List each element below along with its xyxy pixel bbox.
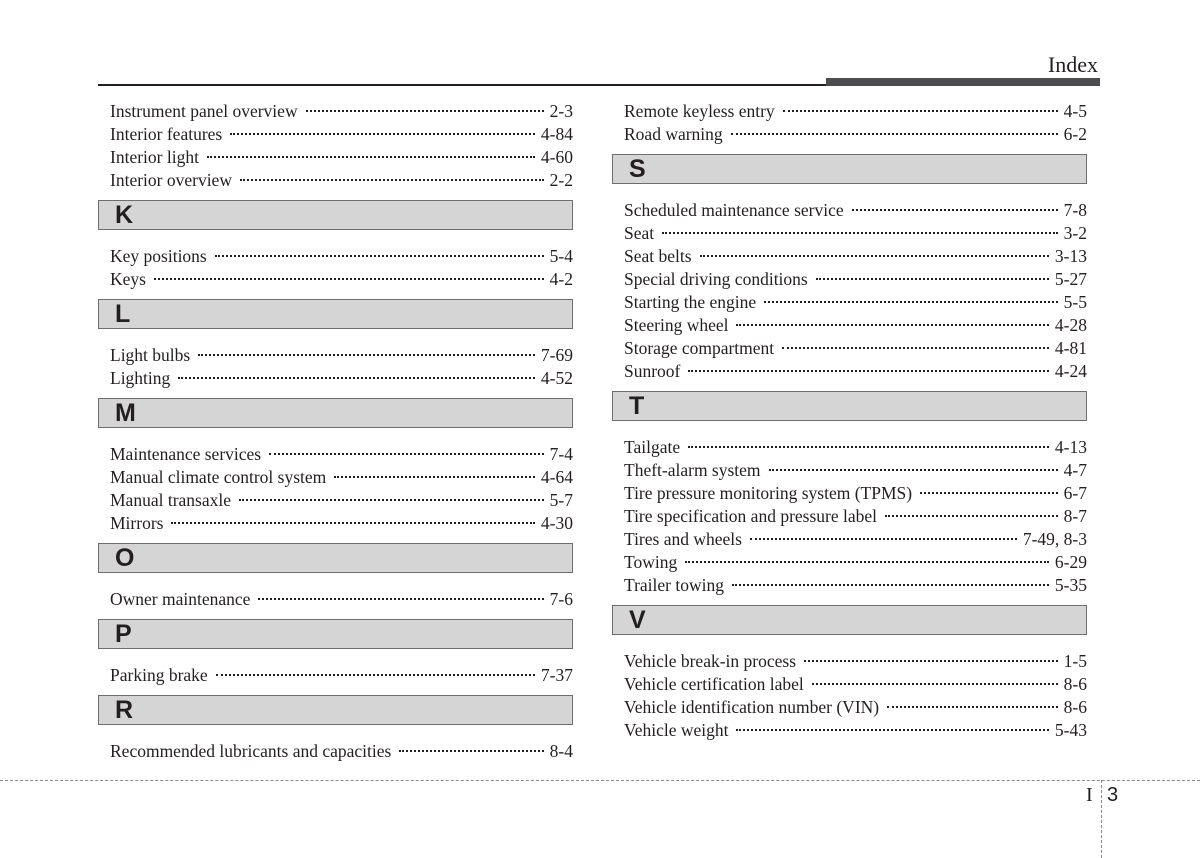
index-entry-page: 3-2 (1063, 223, 1087, 243)
index-entry-page: 4-81 (1054, 338, 1087, 358)
dot-leader (736, 729, 1048, 731)
index-letter: L (115, 300, 131, 328)
index-entry (98, 100, 573, 123)
index-entry (98, 169, 573, 192)
index-letter-header (98, 543, 573, 573)
dot-leader (804, 660, 1058, 662)
dot-leader (769, 469, 1058, 471)
index-entry (612, 268, 1087, 291)
index-letter: M (115, 399, 136, 427)
index-entry-page: 8-6 (1063, 697, 1087, 717)
dot-leader (750, 538, 1017, 540)
index-entry (612, 505, 1087, 528)
dot-leader (920, 492, 1058, 494)
index-entry-term: Key positions (110, 246, 207, 266)
index-entry-term: Towing (624, 552, 678, 572)
index-entry-term: Tire pressure monitoring system (TPMS) (624, 483, 913, 503)
index-entry-page: 5-43 (1054, 720, 1087, 740)
dot-leader (887, 706, 1058, 708)
index-letter-header (98, 619, 573, 649)
index-entry (98, 443, 573, 466)
index-entry-term: Sunroof (624, 361, 681, 381)
index-letter-header (98, 695, 573, 725)
index-letter: S (629, 155, 646, 183)
index-entry-page: 4-28 (1054, 315, 1087, 335)
index-entry (612, 100, 1087, 123)
index-letter: V (629, 606, 646, 634)
index-entry (98, 268, 573, 291)
index-entry-term: Seat belts (624, 246, 692, 266)
index-entry-page: 7-6 (549, 589, 573, 609)
index-letter-header (98, 200, 573, 230)
dot-leader (258, 598, 543, 600)
index-entry-term: Vehicle identification number (VIN) (624, 697, 880, 717)
index-letter-header (612, 154, 1087, 184)
index-entry (612, 314, 1087, 337)
index-entry-page: 5-35 (1054, 575, 1087, 595)
index-entry (612, 528, 1087, 551)
dot-leader (230, 133, 535, 135)
index-entry-page: 3-13 (1054, 246, 1087, 266)
index-entry-page: 4-13 (1054, 437, 1087, 457)
index-entry-term: Keys (110, 269, 146, 289)
index-entry (612, 650, 1087, 673)
index-entry (98, 466, 573, 489)
index-entry-term: Interior light (110, 147, 199, 167)
index-entry-term: Steering wheel (624, 315, 729, 335)
index-letter-header (612, 605, 1087, 635)
index-entry-term: Lighting (110, 368, 171, 388)
index-entry-term: Interior features (110, 124, 223, 144)
index-entry-page: 6-29 (1054, 552, 1087, 572)
index-entry-page: 1-5 (1063, 651, 1087, 671)
index-entry-page: 5-7 (549, 490, 573, 510)
footer-page-number: 3 (1107, 784, 1119, 806)
index-entry-term: Road warning (624, 124, 723, 144)
index-entry (612, 337, 1087, 360)
index-entry (612, 696, 1087, 719)
index-entry (612, 673, 1087, 696)
index-column-right (612, 100, 1087, 742)
index-entry (98, 664, 573, 687)
dot-leader (764, 301, 1057, 303)
index-entry-page: 6-7 (1063, 483, 1087, 503)
footer-dashed-rule (0, 780, 1200, 781)
index-entry (612, 719, 1087, 742)
index-entry (612, 482, 1087, 505)
index-entry-page: 2-2 (549, 170, 573, 190)
dot-leader (783, 110, 1058, 112)
index-entry-term: Manual climate control system (110, 467, 327, 487)
dot-leader (399, 750, 543, 752)
index-entry-term: Tires and wheels (624, 529, 742, 549)
dot-leader (685, 561, 1049, 563)
index-entry-term: Recommended lubricants and capacities (110, 741, 392, 761)
index-entry (612, 291, 1087, 314)
index-letter-header (98, 398, 573, 428)
index-entry-page: 4-2 (549, 269, 573, 289)
index-entry-page: 5-4 (549, 246, 573, 266)
index-entry-term: Tailgate (624, 437, 681, 457)
index-entry-term: Tire specification and pressure label (624, 506, 878, 526)
index-entry-term: Seat (624, 223, 655, 243)
index-entry-page: 4-60 (540, 147, 573, 167)
dot-leader (688, 370, 1049, 372)
index-entry-page: 7-49, 8-3 (1022, 529, 1087, 549)
dot-leader (334, 476, 535, 478)
index-letter-header (612, 391, 1087, 421)
index-entry-page: 4-24 (1054, 361, 1087, 381)
dot-leader (812, 683, 1058, 685)
dot-leader (736, 324, 1048, 326)
dot-leader (154, 278, 544, 280)
index-entry-term: Manual transaxle (110, 490, 231, 510)
index-entry-term: Light bulbs (110, 345, 191, 365)
index-entry-page: 7-4 (549, 444, 573, 464)
index-entry-term: Vehicle certification label (624, 674, 804, 694)
index-entry (98, 489, 573, 512)
index-entry-term: Instrument panel overview (110, 101, 298, 121)
index-entry (612, 360, 1087, 383)
index-entry (98, 344, 573, 367)
index-entry-page: 5-27 (1054, 269, 1087, 289)
index-entry-page: 7-69 (540, 345, 573, 365)
dot-leader (306, 110, 544, 112)
index-entry (98, 367, 573, 390)
index-entry (612, 222, 1087, 245)
dot-leader (198, 354, 535, 356)
index-entry (612, 245, 1087, 268)
index-entry (98, 740, 573, 763)
header-accent-bar (826, 78, 1100, 86)
index-entry-term: Maintenance services (110, 444, 262, 464)
dot-leader (731, 133, 1058, 135)
index-entry (98, 123, 573, 146)
index-entry-page: 8-7 (1063, 506, 1087, 526)
index-entry-page: 8-4 (549, 741, 573, 761)
index-entry-page: 4-30 (540, 513, 573, 533)
dot-leader (852, 209, 1058, 211)
index-entry-page: 6-2 (1063, 124, 1087, 144)
index-letter-header (98, 299, 573, 329)
index-entry (98, 588, 573, 611)
index-entry (612, 123, 1087, 146)
dot-leader (732, 584, 1049, 586)
dot-leader (688, 446, 1049, 448)
index-letter: P (115, 620, 132, 648)
index-entry-page: 7-8 (1063, 200, 1087, 220)
index-entry (612, 436, 1087, 459)
dot-leader (207, 156, 535, 158)
page-header-title: Index (1047, 52, 1098, 77)
index-entry (98, 245, 573, 268)
index-entry-term: Mirrors (110, 513, 164, 533)
index-entry-term: Storage compartment (624, 338, 775, 358)
index-letter: O (115, 544, 135, 572)
index-entry-page: 4-5 (1063, 101, 1087, 121)
index-entry-page: 5-5 (1063, 292, 1087, 312)
index-letter: R (115, 696, 134, 724)
index-entry-page: 4-64 (540, 467, 573, 487)
index-entry-term: Theft-alarm system (624, 460, 761, 480)
dot-leader (269, 453, 544, 455)
index-letter: T (629, 392, 645, 420)
index-entry-term: Special driving conditions (624, 269, 808, 289)
index-entry-term: Vehicle weight (624, 720, 729, 740)
dot-leader (215, 255, 544, 257)
index-entry (98, 512, 573, 535)
dot-leader (240, 179, 544, 181)
dot-leader (239, 499, 544, 501)
dot-leader (700, 255, 1049, 257)
index-entry-page: 8-6 (1063, 674, 1087, 694)
index-entry-term: Remote keyless entry (624, 101, 775, 121)
index-entry (612, 551, 1087, 574)
index-entry (612, 199, 1087, 222)
index-letter: K (115, 201, 134, 229)
dot-leader (782, 347, 1049, 349)
dot-leader (216, 674, 535, 676)
index-entry-term: Vehicle break-in process (624, 651, 797, 671)
index-entry-term: Starting the engine (624, 292, 757, 312)
index-entry-term: Trailer towing (624, 575, 724, 595)
index-entry-term: Interior overview (110, 170, 232, 190)
index-entry-term: Parking brake (110, 665, 208, 685)
dot-leader (885, 515, 1058, 517)
index-entry-page: 7-37 (540, 665, 573, 685)
footer-dashed-divider (1101, 780, 1102, 858)
index-entry-page: 4-84 (540, 124, 573, 144)
index-entry-term: Owner maintenance (110, 589, 251, 609)
index-entry-term: Scheduled maintenance service (624, 200, 844, 220)
index-entry (612, 574, 1087, 597)
dot-leader (816, 278, 1049, 280)
index-entry (98, 146, 573, 169)
dot-leader (662, 232, 1058, 234)
index-entry-page: 4-52 (540, 368, 573, 388)
dot-leader (171, 522, 534, 524)
index-entry (612, 459, 1087, 482)
index-column-left (98, 100, 573, 763)
dot-leader (178, 377, 535, 379)
index-entry-page: 2-3 (549, 101, 573, 121)
footer-section-label: I (1086, 784, 1093, 806)
index-entry-page: 4-7 (1063, 460, 1087, 480)
